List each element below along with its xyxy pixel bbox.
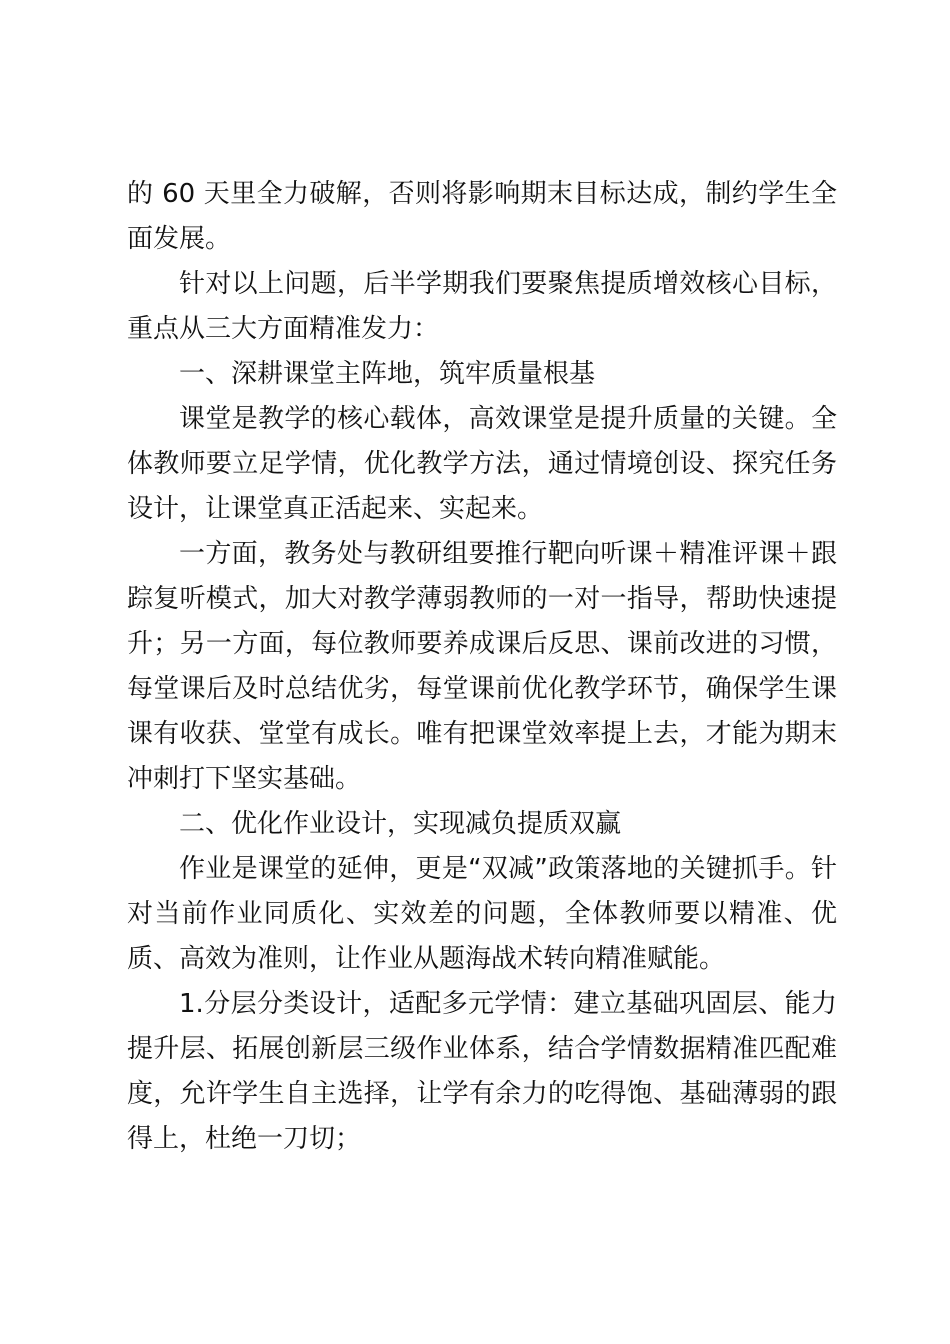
section-heading-1: 一、深耕课堂主阵地，筑牢质量根基: [179, 359, 596, 389]
body-paragraph-intro: 针对以上问题，后半学期我们要聚焦提质增效核心目标，重点从三大方面精准发力：: [127, 269, 837, 344]
body-paragraph-continued: 的 60 天里全力破解，否则将影响期末目标达成，制约学生全面发展。: [127, 179, 837, 254]
section-heading-2: 二、优化作业设计，实现减负提质双赢: [179, 809, 622, 839]
body-paragraph-classroom: 课堂是教学的核心载体，高效课堂是提升质量的关键。全体教师要立足学情，优化教学方法，通过情境创设、探究任务设计，让课堂真正活起来、实起来。: [127, 404, 837, 524]
document-page: [127, 172, 837, 1162]
list-item-1: 1.分层分类设计，适配多元学情：建立基础巩固层、能力提升层、拓展创新层三级作业体系，结合学情数据精准匹配难度，允许学生自主选择，让学有余力的吃得饱、基础薄弱的跟得上，杜绝一刀切；: [127, 989, 837, 1154]
body-paragraph-measures: 一方面，教务处与教研组要推行靶向听课＋精准评课＋跟踪复听模式，加大对教学薄弱教师的一对一指导，帮助快速提升；另一方面，每位教师要养成课后反思、课前改进的习惯，每堂课后及时总结优劣，每堂课前优化教学环节，确保学生课课有收获、堂堂有成长。唯有把课堂效率提上去，才能为期末冲刺打下坚实基础。: [127, 539, 837, 794]
body-paragraph-homework: 作业是课堂的延伸，更是“双减”政策落地的关键抓手。针对当前作业同质化、实效差的问题，全体教师要以精准、优质、高效为准则，让作业从题海战术转向精准赋能。: [127, 854, 837, 974]
